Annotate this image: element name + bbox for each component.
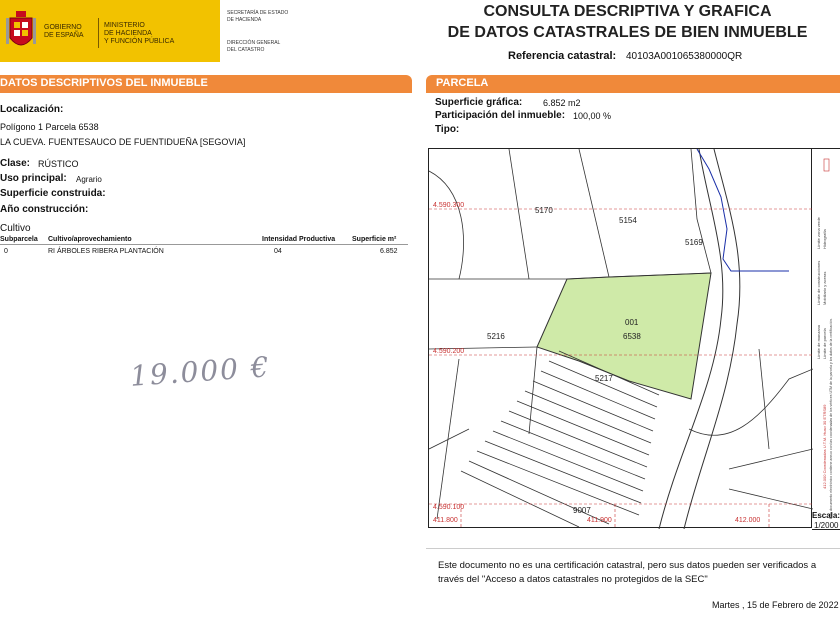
cadastral-plan-drawing (429, 149, 813, 529)
parcel-label-9007: 9007 (573, 506, 591, 515)
table-header-intensidad: Intensidad Productiva (262, 236, 336, 243)
table-header-cultivo: Cultivo/aprovechamiento (48, 236, 132, 243)
section-bar-parcel: PARCELA (426, 75, 840, 92)
hydrography-line (697, 149, 789, 271)
handwritten-price: 19.000 € (129, 350, 272, 393)
legend-utm-note: 412.000 Coordenadas U.T.M. Huso 30 ETRS89 (822, 404, 827, 489)
footer-divider (426, 548, 840, 549)
document-title-line1: CONSULTA DESCRIPTIVA Y GRAFICA (483, 3, 772, 20)
parcel-label-5154: 5154 (619, 216, 637, 225)
directorate-line2: DEL CATASTRO (227, 47, 265, 53)
table-row-superficie: 6.852 (380, 248, 398, 255)
ministry-line2: DE HACIENDA (104, 30, 152, 37)
logo-divider (98, 18, 99, 48)
section-underline-left (0, 92, 412, 93)
participation-label: Participación del inmueble: (435, 110, 566, 121)
gov-line2: DE ESPAÑA (44, 32, 84, 39)
scale-label: Escala: (812, 511, 840, 520)
main-use-label: Uso principal: (0, 173, 67, 184)
class-label: Clase: (0, 158, 31, 169)
legend-item-parcela: Límite de parcela (822, 328, 827, 359)
participation-value: 100,00 % (573, 111, 612, 121)
section-underline-right (426, 92, 840, 93)
coord-y-2: 4.590.200 (433, 348, 465, 355)
class-value: RÚSTICO (38, 159, 79, 169)
legend-item-zona-verde: Límite zona verde (816, 217, 821, 249)
coord-x-1: 411.800 (433, 517, 458, 524)
construction-year-label: Año construcción: (0, 204, 89, 215)
graphic-area-label: Superficie gráfica: (435, 97, 523, 108)
parcel-label-5216: 5216 (487, 332, 505, 341)
type-label: Tipo: (435, 124, 460, 135)
table-header-subparcela: Subparcela (0, 236, 38, 243)
legend-item-mobiliario: Mobiliario y aceras (822, 271, 827, 305)
scale-value: 1/2000 (814, 521, 839, 530)
parcel-label-5217: 5217 (595, 374, 613, 383)
coord-y-1: 4.590.300 (433, 202, 465, 209)
footer-date: Martes , 15 de Febrero de 2022 (712, 600, 839, 610)
footer-disclaimer-line1: Este documento no es una certificación catastral, pero sus datos pueden ser verificados a (438, 560, 817, 571)
cultivation-label: Cultivo (0, 223, 31, 234)
cadastral-reference-value: 40103A001065380000QR (626, 51, 743, 62)
ministry-line3: Y FUNCIÓN PÚBLICA (104, 38, 175, 45)
table-header-superficie: Superficie m² (352, 236, 397, 243)
coord-y-3: 4.590.100 (433, 504, 465, 511)
main-use-value: Agrario (76, 175, 102, 184)
cadastral-plan (428, 148, 812, 528)
gov-line1: GOBIERNO (44, 24, 82, 31)
built-area-label: Superficie construida: (0, 188, 106, 199)
legend-side-note: Este documento electrónico contiene anexo con las coordenadas de los vértices UTM de la parcela y los datos de la certificación. (829, 318, 833, 519)
footer-disclaimer-line2: través del "Acceso a datos catastrales no protegidos de la SEC" (438, 574, 708, 585)
table-row-cultivo: RI ÁRBOLES RIBERA PLANTACIÓN (48, 248, 164, 255)
coat-of-arms-icon (4, 8, 38, 54)
cadastral-reference-label: Referencia catastral: (508, 50, 617, 62)
secretariat-line2: DE HACIENDA (227, 17, 262, 23)
ministry-line1: MINISTERIO (104, 22, 145, 29)
legend-item-hidrografia: Hidrografía (822, 229, 827, 249)
subject-parcel-label: 6538 (623, 332, 641, 341)
plan-legend (812, 148, 840, 530)
coord-x-2: 411.900 (587, 517, 612, 524)
legend-item-manzana: Límite de manzana (816, 324, 821, 359)
section-bar-descriptive: DATOS DESCRIPTIVOS DEL INMUEBLE (0, 75, 412, 92)
graphic-area-value: 6.852 m2 (543, 98, 581, 108)
subject-number: 001 (625, 318, 639, 327)
plan-legend-drawing (812, 149, 840, 529)
coord-x-3: 412.000 (735, 517, 761, 524)
location-label: Localización: (0, 104, 64, 115)
document-title-line2: DE DATOS CATASTRALES DE BIEN INMUEBLE (447, 24, 808, 41)
table-row-subparcela: 0 (4, 248, 8, 255)
table-divider (0, 244, 408, 245)
parcel-label-5170: 5170 (535, 206, 553, 215)
table-row-intensidad: 04 (274, 248, 282, 255)
location-line1: Polígono 1 Parcela 6538 (0, 122, 99, 132)
legend-item-construcciones: Límite de construcciones (816, 260, 821, 305)
location-line2: LA CUEVA. FUENTESAUCO DE FUENTIDUEÑA [SEGOVIA] (0, 137, 246, 147)
north-arrow-icon (824, 159, 829, 171)
directorate-line1: DIRECCIÓN GENERAL (227, 40, 281, 46)
secretariat-line1: SECRETARÍA DE ESTADO (227, 10, 289, 16)
parcel-label-5169: 5169 (685, 238, 703, 247)
